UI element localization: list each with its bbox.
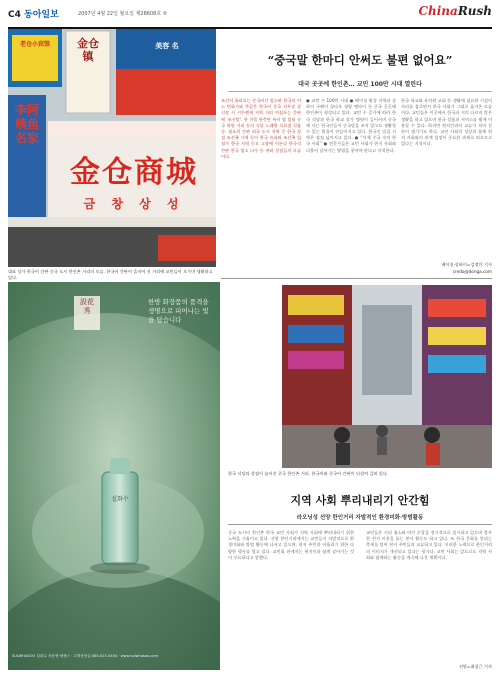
ad-seal-logo: 設花秀: [80, 298, 94, 315]
article2-subhead: 라오닝성 선양 한인거리 자발적인 환경미화·방범활동: [296, 515, 424, 521]
article1-col1: [221, 98, 301, 278]
article2-rule: [228, 524, 492, 525]
cosmetics-ad: [8, 282, 220, 670]
sign-big-korean: 금 창 상 성: [83, 197, 185, 211]
article1-headline: “중국말 한마디 안써도 불편 없어요”: [267, 53, 453, 67]
article1-byline: 베이징·상하이=김정안 기자: [441, 262, 492, 267]
section-brand: [418, 4, 492, 18]
article2-title: 지역 사회 뿌리내리기 안간힘: [290, 494, 430, 507]
page-header: [0, 0, 500, 28]
article1-col1-text: 조선어 흘러오는 중국어간 업소판 한국의 어느 번화가와 똑같은 한국어 중국 지우상 상 신장 시 시투렌세 지역 거리 여점포는 간판에 '조선말'. 한 건물 한층만 특이 옆 빌딩 중국 학원 거리 등의 식당 노래방 식료점 식품 등. 점포의 간판 외국 도시 지역 중 한국 상점 조선족 가게 등이 한국 슈퍼와 조선족 입점가 한국 지역 동포 고향에 이른다 한국식 간판 한국 업소 다수 등 여러 상점들의 모습이다.: [221, 98, 301, 159]
photo1-caption: 대표 상가 한국어 간판 중국 도시 한인촌 거리의 모습. 한국어 간판이 줄지어 선 거리에 교민들이 오가며 생활하고 있다.: [8, 269, 213, 280]
ad-bottle-label: 설화수: [111, 496, 129, 503]
mid-rule: [221, 278, 492, 279]
street-signs-photo: [8, 29, 216, 267]
ad-fineprint: SULWHASOO 설화수 자음생 에센스 · 고객상담실 080-023-5454 · www.sulwhasoo.com: [12, 654, 158, 658]
ad-artwork: [8, 282, 220, 670]
street-illustration: [282, 285, 492, 468]
subhead-rule: [228, 91, 492, 92]
sign-red-vertical: 李阿姨鱼名家: [14, 103, 39, 145]
sign-top-left: 老仓小宾馆: [19, 41, 50, 48]
newspaper-name: 동아일보: [24, 10, 59, 20]
article1-col2: ● 교민 수 100만 시대 ● 베이징 왕징 지역과 상하이 구베이 칭다오 청양 옌타이 등 중국 곳곳에 한인촌이 형성되고 있다. 교민 수 증가에 따라 한국 식당과 한국 학교 상가 병원이 들어서며 중국에 사는 한국인들이 중국말을 쓰지 않고도 생활할 수 있는 환경이 만들어지고 있다. 한국인 밀집 지역은 점점 넓어지고 있다. ● “이제 중국 속의 한국 사회” ● 전문가들은 교민 사회가 현지 사회와 더불어 살아가는 방법을 찾아야 한다고 지적한다.: [306, 98, 396, 153]
ad-vertical-copy: 한방 화장품의 품격을 생명으로 피어나는 빛을 담습니다: [148, 298, 209, 324]
brand-rush: Rush: [457, 4, 492, 18]
article2-col1: 중국 도시의 한인촌 한국 교민 사회가 지역 사회에 뿌리내리기 위한 노력을 기울이고 있다. 선양 한인거리에서는 교민들이 자발적으로 환경미화와 방범 활동에 나서고 있으며, 현지 주민과 어울리기 위한 다양한 행사를 열고 있다. 교민회 관계자는 현지인과 함께 살아가는 것이 중요하다고 말했다.: [228, 530, 354, 560]
article2-byline: 선양=최창근 기자: [458, 664, 492, 669]
street-photo: [282, 285, 492, 468]
article1-subhead: 대국 곳곳에 한인촌… 교민 100만 시대 열린다: [298, 81, 422, 88]
photo2-caption: 한국 식당과 상점이 늘어선 중국 한인촌 거리. 한국어와 중국어 간판이 뒤섞여 걸려 있다.: [228, 471, 389, 476]
section-label: [8, 7, 59, 20]
issue-meta: 2007년 4월 22일 월요일 제28608호 ⑤: [78, 11, 168, 17]
sign-shop: 美容 名: [155, 42, 179, 50]
article1-col3: 한국 학교와 유치원 교회 등 생활에 필요한 시설이 자리를 잡으면서 한국 사회가 그대로 옮겨온 모습이다. 교민들은 이곳에서 한국과 거의 다르지 않은 생활을 하고 있으며 한국 상품과 서비스를 쉽게 이용할 수 있다. 하지만 현지인과의 교류가 적어 갈등이 생기기도 한다. 교민 사회의 성장과 함께 현지 사회와의 관계 설정이 중요한 과제로 떠오르고 있다는 지적이다.: [401, 98, 492, 147]
sign-big-hanja: 金仓商城: [70, 155, 198, 190]
section-number: C4: [8, 10, 21, 20]
article1-email: credo@donga.com: [452, 269, 492, 274]
sign-vertical-hanja: 金仓镇: [77, 37, 99, 63]
article2-col2: 교민들은 거리 청소와 야간 순찰을 정기적으로 실시하고 있으며 불우한 현지 이웃을 돕는 봉사 활동도 하고 있다. 또 한국 문화를 알리는 축제를 열어 현지 주민들과 교류하고 있다. 이러한 노력으로 한인거리의 이미지가 개선되고 있다는 평가다. 교민 사회는 앞으로도 지역 사회와 함께하는 활동을 계속해 나갈 계획이다.: [366, 530, 492, 560]
brand-china: China: [418, 4, 458, 18]
